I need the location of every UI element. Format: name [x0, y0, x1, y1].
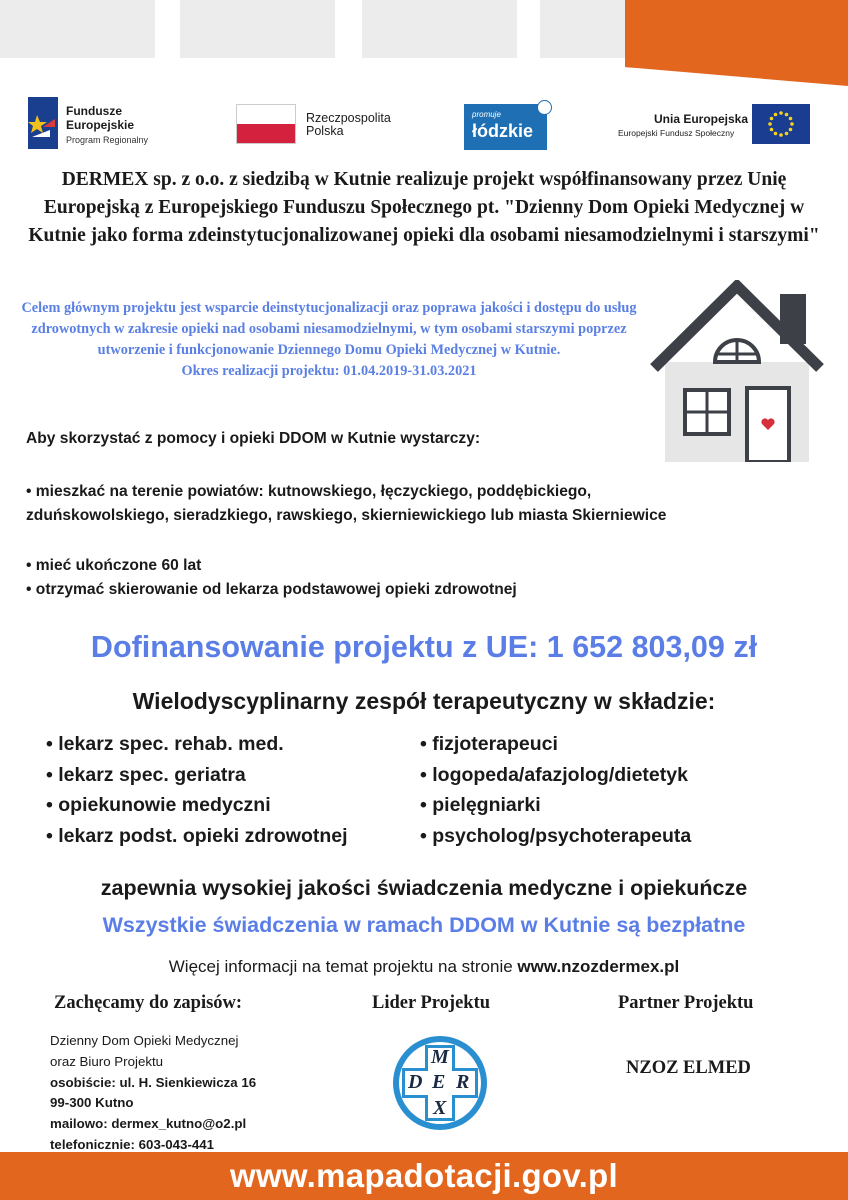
- more-info: [0, 957, 848, 977]
- requirement-age: • mieć ukończone 60 lat: [26, 557, 202, 574]
- team-title: Wielodyscyplinarny zespół terapeutyczny w składzie:: [132, 688, 716, 714]
- team-member: • lekarz spec. rehab. med.: [46, 733, 284, 755]
- eu-flag-icon: [752, 104, 810, 144]
- lodzkie-small: promuje: [472, 110, 501, 119]
- top-orange-accent: [625, 0, 848, 86]
- lodzkie-logo: [464, 100, 554, 150]
- team-list-right: [420, 729, 691, 851]
- more-info-text: Więcej informacji na temat projektu na stronie: [168, 957, 518, 976]
- lodzkie-badge-icon: [537, 100, 552, 115]
- goal-period: Okres realizacji projektu: 01.04.2019-31.03.2021: [181, 363, 477, 379]
- funding-amount: Dofinansowanie projektu z UE: 1 652 803,09 zł: [90, 630, 758, 664]
- footer-website-link[interactable]: www.mapadotacji.gov.pl: [230, 1157, 618, 1194]
- contact-email[interactable]: mailowo: dermex_kutno@o2.pl: [50, 1116, 247, 1132]
- top-decor-block-2: [180, 0, 335, 58]
- team-member: • pielęgniarki: [420, 794, 541, 816]
- contact-address: osobiście: ul. H. Sienkiewicza 16: [50, 1074, 257, 1090]
- partner-heading: Partner Projektu: [618, 993, 754, 1013]
- team-member: • fizjoterapeuci: [420, 733, 558, 755]
- dermex-letter: M: [431, 1046, 449, 1068]
- rzeczpospolita-polska-logo: [236, 104, 416, 144]
- contact-city: 99-300 Kutno: [50, 1095, 134, 1111]
- requirement-referral: • otrzymać skierowanie od lekarza podstawowej opieki zdrowotnej: [26, 581, 517, 598]
- ue-line2: Europejski Fundusz Społeczny: [618, 128, 735, 138]
- free-services-statement: Wszystkie świadczenia w ramach DDOM w Kutnie są bezpłatne: [102, 913, 746, 937]
- contact-line: oraz Biuro Projektu: [50, 1053, 164, 1069]
- lodzkie-big: łódzkie: [472, 121, 534, 141]
- rp-line2: Polska: [306, 124, 344, 138]
- top-decor-block-4: [540, 0, 625, 58]
- requirement-residence: • mieszkać na terenie powiatów: kutnowskiego, łęczyckiego, poddębickiego, zduńskowolskiego, sieradzkiego, rawskiego, skierniewickiego lub miasta Skierniewice: [26, 483, 667, 524]
- unia-europejska-logo: [616, 104, 812, 146]
- fundusze-europejskie-logo: [28, 97, 168, 149]
- team-member: • logopeda/afazjolog/dietetyk: [420, 763, 688, 786]
- house-icon: [648, 280, 826, 462]
- team-member: • psycholog/psychoterapeuta: [420, 824, 692, 847]
- contact-phone[interactable]: telefonicznie: 603-043-441: [50, 1136, 215, 1152]
- team-member: • opiekunowie medyczni: [46, 794, 271, 816]
- team-list-left: [46, 729, 348, 851]
- contact-line: Dzienny Dom Opieki Medycznej: [50, 1033, 239, 1048]
- rp-line1: Rzeczpospolita: [306, 111, 391, 125]
- contact-info: [50, 1031, 256, 1156]
- fe-line2: Europejskie: [66, 118, 135, 132]
- fe-line1: Fundusze: [66, 104, 122, 118]
- requirements-heading: Aby skorzystać z pomocy i opieki DDOM w Kutnie wystarczy:: [26, 430, 481, 447]
- footer-bar: [0, 1152, 848, 1200]
- team-member: • lekarz spec. geriatra: [46, 763, 246, 786]
- team-member: • lekarz podst. opieki zdrowotnej: [46, 824, 348, 847]
- fe-star-icon: [28, 97, 58, 149]
- project-goal: [20, 298, 638, 382]
- polish-flag-icon: [236, 104, 296, 144]
- project-intro: DERMEX sp. z o.o. z siedzibą w Kutnie realizuje projekt współfinansowany przez Unię Europejską z Europejskiego Funduszu Społecznego pt. "Dzienny Dom Opieki Medycznej w Kutnie jako forma zdeinstytucjonalizowanej opieki dla osobami niesamodzielnymi i starszymi": [28, 169, 820, 246]
- dermex-letter: E: [432, 1071, 446, 1093]
- fe-line3: Program Regionalny: [66, 135, 149, 145]
- dermex-letter: X: [433, 1097, 447, 1119]
- leader-heading: Lider Projektu: [372, 993, 491, 1013]
- dermex-letter: R: [456, 1071, 470, 1093]
- top-decor-block-1: [0, 0, 155, 58]
- partner-name: NZOZ ELMED: [626, 1058, 751, 1078]
- top-decor-block-3: [362, 0, 517, 58]
- enroll-heading: Zachęcamy do zapisów:: [54, 993, 243, 1013]
- quality-statement: zapewnia wysokiej jakości świadczenia medyczne i opiekuńcze: [100, 876, 748, 900]
- dermex-logo: [391, 1034, 489, 1132]
- dermex-letter: D: [408, 1071, 423, 1093]
- goal-text: Celem głównym projektu jest wsparcie deinstytucjonalizacji oraz poprawa jakości i dostępu do usług zdrowotnych w zakresie opieki nad osobami niesamodzielnymi, w tym osobami starszymi poprzez utworzenie i funkcjonowanie Dziennego Domu Opieki Medycznej w Kutnie.: [21, 300, 637, 358]
- ue-line1: Unia Europejska: [654, 112, 749, 126]
- project-website-link[interactable]: www.nzozdermex.pl: [517, 957, 680, 976]
